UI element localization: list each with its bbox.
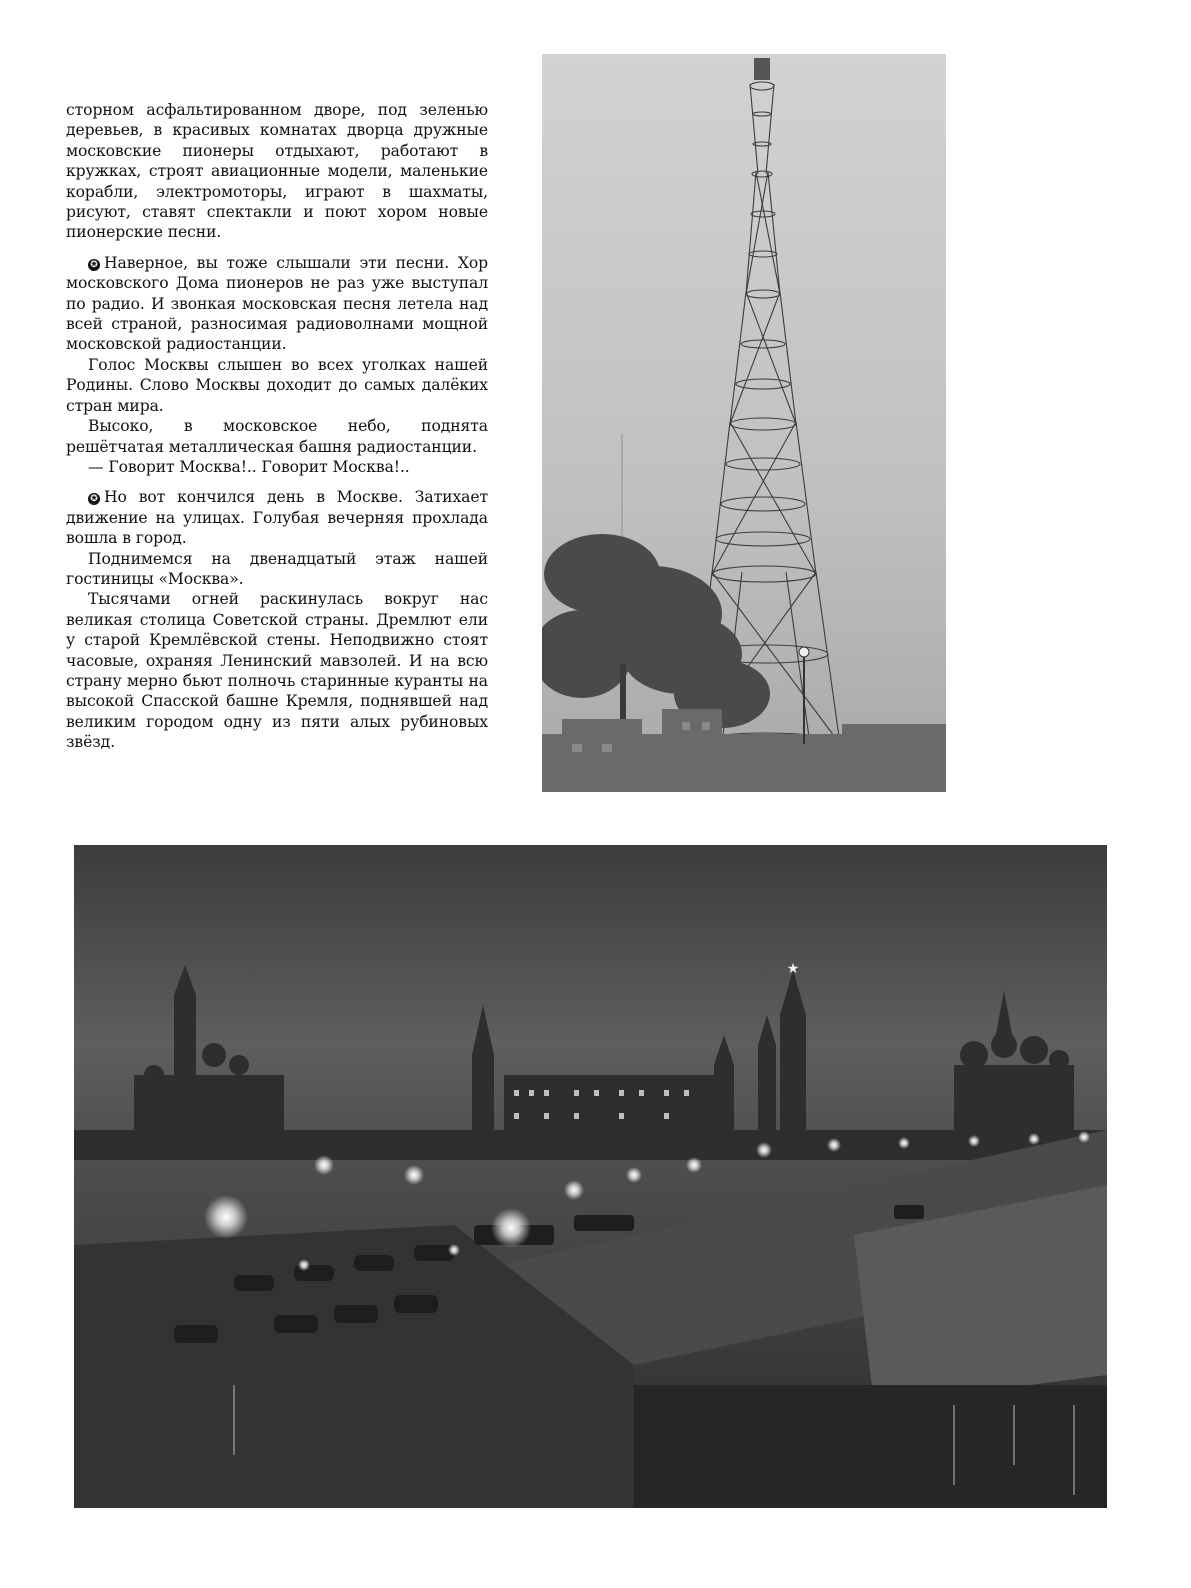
star-bullet-icon: ✪ [88,493,100,505]
paragraph-2: ✪ Наверное, вы тоже слышали эти песни. Хор московского Дома пионеров не раз уже выступал по радио. И звонкая московская песня летела над всей страной, разносимая радиоволнами мощной московской радиостанции. [66,253,488,354]
paragraph-8: Тысячами огней раскинулась вокруг нас великая столица Советской страны. Дремлют ели у старой Кремлёвской стены. Неподвижно стоят часовые, охраняя Ленинский мавзолей. И на всю страну мерно бьют полночь старинные куранты на высокой Спасской башне Кремля, поднявшей над великим городом одну из пяти алых рубиновых звёзд. [66,590,488,752]
radio-tower-photo [542,54,946,792]
star-bullet-icon: ✪ [88,259,100,271]
ruby-star-icon: ★ [786,961,800,977]
paragraph-5: — Говорит Москва!.. Говорит Москва!.. [88,457,410,476]
paragraph-6: ✪ Но вот кончился день в Москве. Затихает движение на улицах. Голубая вечерняя прохлада вошла в город. [66,488,488,548]
paragraph-4: Высоко, в московское небо, поднята решётчатая металлическая башня радиостанции. [66,417,488,456]
night-kremlin-illustration [74,845,1107,1508]
article-text-column [66,100,488,753]
radio-tower-illustration [542,54,946,792]
paragraph-1: сторном асфальтированном дворе, под зеленью деревьев, в красивых комнатах дворца дружные московские пионеры отдыхают, работают в кружках, строят авиационные модели, маленькие корабли, электромоторы, играют в шахматы, рисуют, ставят спектакли и поют хором новые пионерские песни. [66,101,488,242]
night-kremlin-photo [74,845,1107,1508]
river [634,1385,1107,1508]
paragraph-7: Поднимемся на двенадцатый этаж нашей гостиницы «Москва». [66,549,488,588]
paragraph-3: Голос Москвы слышен во всех уголках нашей Родины. Слово Москвы доходит до самых далёких стран мира. [66,355,488,415]
